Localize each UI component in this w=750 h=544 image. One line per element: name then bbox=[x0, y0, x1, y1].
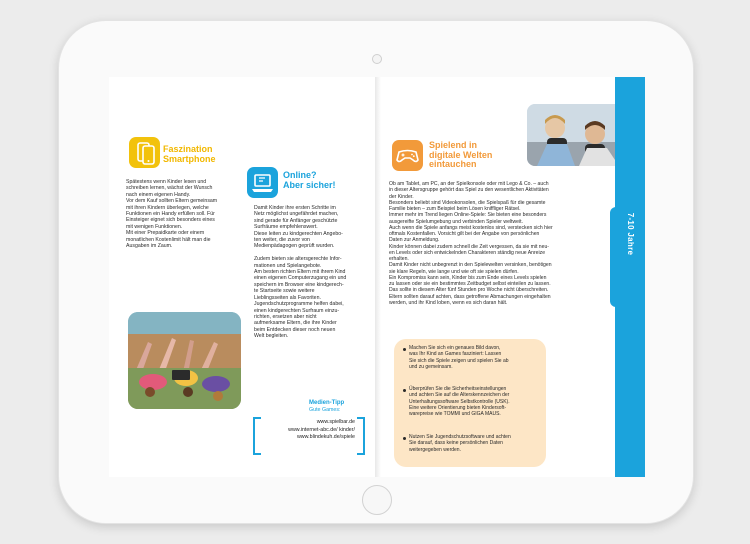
camera-dot bbox=[372, 54, 382, 64]
link-internet-abc[interactable]: www.internet-abc.de/ kinder/ bbox=[288, 426, 355, 433]
link-blindekuh[interactable]: www.blindekuh.de/spiele bbox=[296, 434, 355, 440]
bullet-dot bbox=[403, 437, 406, 440]
children-photo bbox=[128, 312, 241, 409]
gaming-text: Ob am Tablet, am PC, an der Spielkonsole oder mit Lego & Co. – auch in dieser Altersgruppe gehört das Spiel zu den wesentlichen Aktivitäten der Kinder. Besonders beliebt sind Videokonsolen, die Spielspaß für die gesamte Familie bieten – zum Beispiel beim Lösen kniffliger Rätsel. Immer mehr im Trend liegen Online-Spiele: Sie bieten eine besonders ausgereifte Spielumgebung und verbinden Spieler weltweit. Auch wenn die Spiele anfangs meist kostenlos sind, verstecken sich hier oftmals Kostenfallen. Vorsicht gilt bei der Angabe von persönlichen Daten zur Anmeldung. Kinder können dabei zudem schnell die Zeit vergessen, da sie mit neu- en Levels oder sich entwickelnden Charakteren ständig neue Anreize erhalten. Damit Kinder nicht unbegrenzt in den Spielewelten versinken, benötigen sie klare Regeln, wie lange und wie oft sie spielen dürfen. Ein Kompromiss kann sein, Kinder bis zum Ende eines Levels spielen zu lassen oder sie ein bestimmtes Zeitbudget selbst einteilen zu lassen. Das sollte in diesem Alter fünf Stunden pro Woche nicht überschreiten. Eltern sollten darauf achten, dass getroffene Abmachungen eingehalten werden, und ihr Kind loben, wenn es sich daran hält. bbox=[389, 181, 553, 306]
tablet-device bbox=[58, 20, 694, 524]
age-side-tab bbox=[615, 77, 645, 477]
bullet-dot bbox=[403, 348, 406, 351]
gaming-photo bbox=[527, 104, 627, 166]
brochure-spread bbox=[109, 77, 645, 477]
tip-item: Überprüfen Sie die Sicherheitseinstellungen und achten Sie auf die Alterskennzeichen der Unterhaltungssoftware Selbstkontrolle (USK). Eine weitere Orientierung bieten Kindersoft- warepreise wie TOMMI und GIGA MAUS. bbox=[409, 386, 510, 418]
heading-gaming: Spielend in digitale Welten eintauchen bbox=[429, 140, 493, 169]
media-tip-title: Medien-Tipp bbox=[309, 400, 345, 406]
bullet-dot bbox=[403, 389, 406, 392]
bracket-right bbox=[357, 417, 365, 455]
page-fold bbox=[375, 77, 381, 477]
age-label: 7-10 Jahre bbox=[626, 212, 635, 256]
smartphone-icon bbox=[129, 137, 160, 168]
laptop-icon bbox=[247, 167, 278, 198]
gamepad-icon bbox=[392, 140, 423, 171]
link-spielbar[interactable]: www.spielbar.de bbox=[316, 419, 355, 425]
media-tip-subtitle: Gute Games: bbox=[309, 407, 341, 413]
game-links bbox=[255, 419, 355, 442]
tip-item: Machen Sie sich ein genaues Bild davon, was Ihr Kind an Games fasziniert: Lassen Sie sich die Spiele zeigen und spielen Sie ab und zu gemeinsam. bbox=[409, 345, 509, 370]
home-button[interactable] bbox=[362, 485, 392, 515]
online-text: Damit Kinder ihre ersten Schritte im Netz möglichst ungefährdet machen, sind gerade für Anfänger geschützte Surfräume empfehlenswert. Diese leiten zu kindgerechten Angebo- ten weiter, die zuvor von Medienpädagogen geprüft wurden. Zudem bieten sie altersgerechte Infor- mationen und Spielangebote. Am besten richten Eltern mit ihrem Kind einen eigenen Computerzugang ein und speichern im Browser eine kindgerech- te Startseite sowie weitere Lieblingsseiten als Favoriten. Jugendschutzprogramme helfen dabei, einen kindgerechten Surfraum einzu- richten, ersetzen aber nicht aufmerksame Eltern, die ihre Kinder beim Entdecken dieser noch neuen Welt begleiten. bbox=[254, 205, 347, 340]
heading-online: Online? Aber sicher! bbox=[283, 170, 336, 190]
smartphone-text: Spätestens wenn Kinder lesen und schreiben lernen, wächst der Wunsch nach einem eigenen Handy. Vor dem Kauf sollten Eltern gemeinsam mit ihren Kindern überlegen, welche Funktionen ein Handy erfüllen soll. Für Einsteiger eignet sich besonders eines mit wenigen Funktionen. Mit einer Prepaidkarte oder einem monatlichen Kostenlimit hält man die Ausgaben im Zaum. bbox=[126, 179, 218, 250]
heading-smartphone: Faszination Smartphone bbox=[163, 144, 216, 164]
tip-item: Nutzen Sie Jugendschutzsoftware und achten Sie darauf, dass keine persönlichen Daten weitergegeben werden. bbox=[409, 434, 511, 453]
